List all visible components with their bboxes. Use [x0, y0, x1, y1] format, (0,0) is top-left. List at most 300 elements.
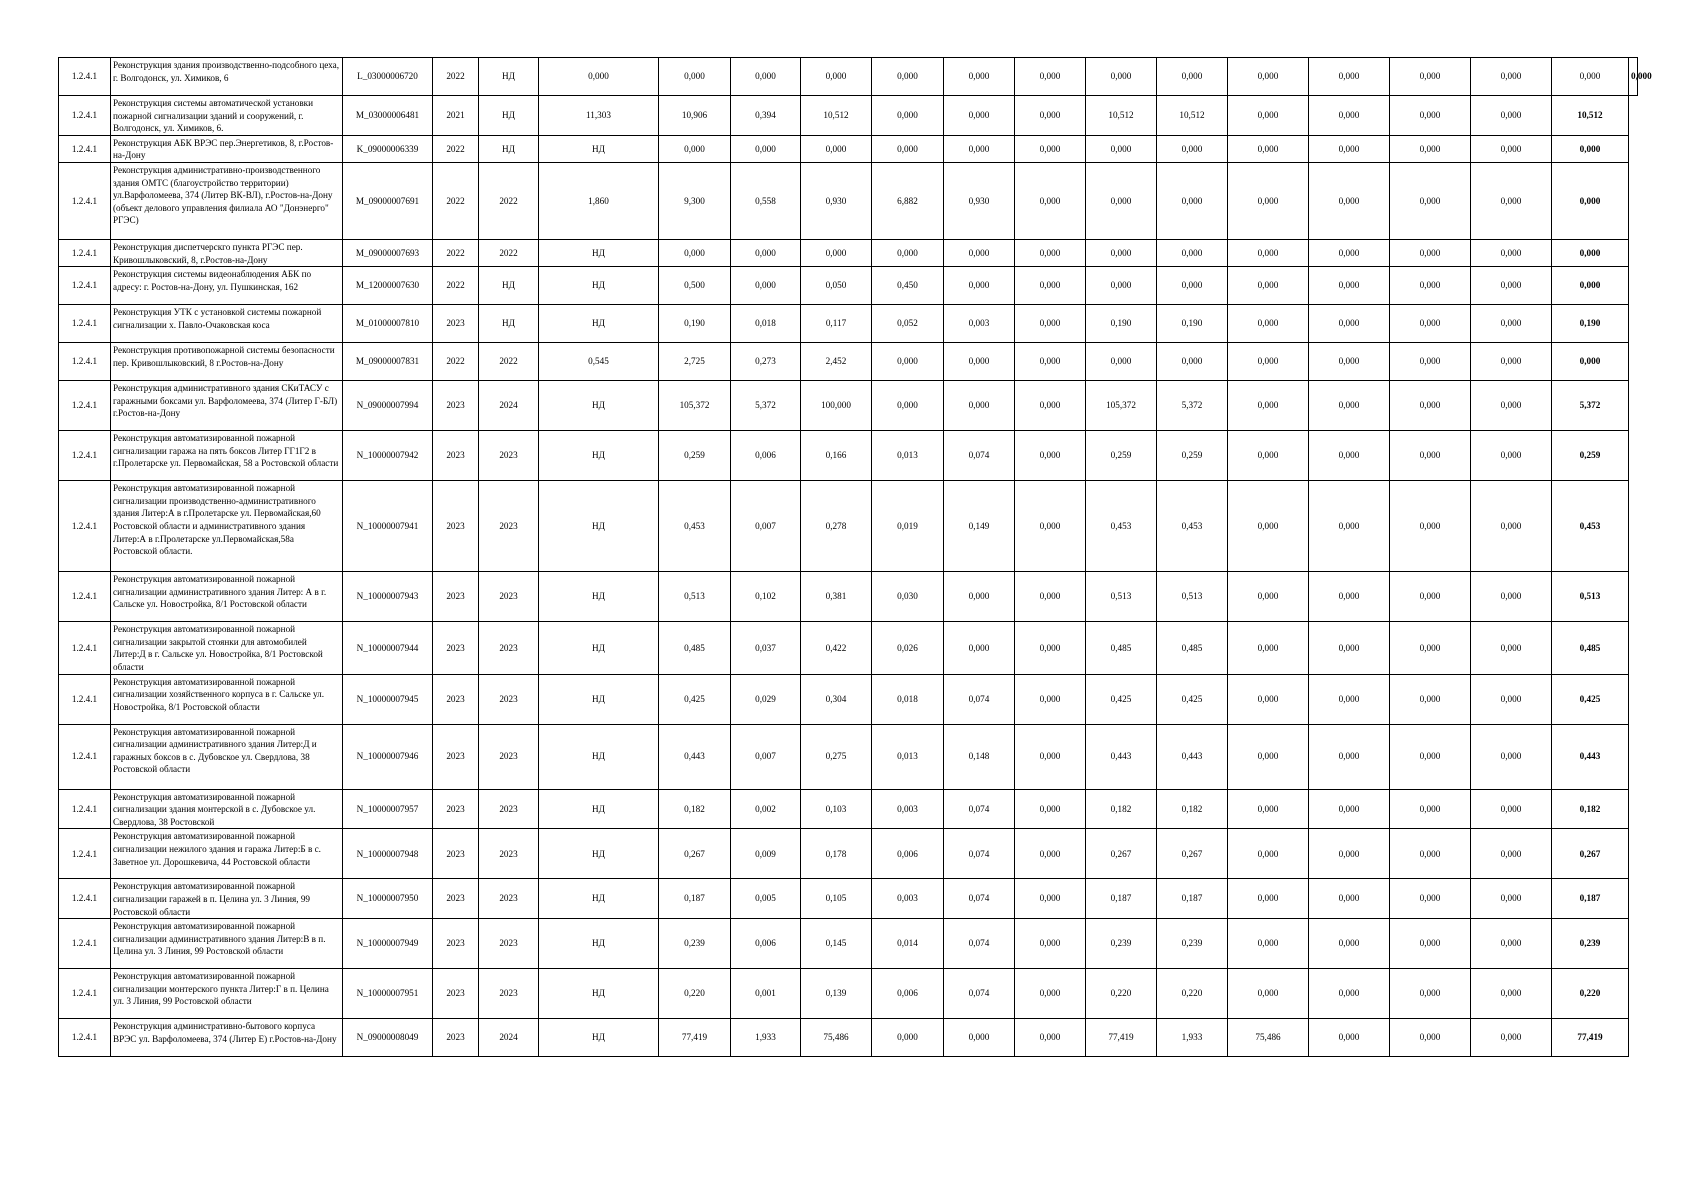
year-end-cell: 2023	[479, 879, 539, 919]
year-start-cell: 2023	[433, 622, 479, 674]
year-end-cell: 2023	[479, 789, 539, 829]
value-cell: 0,052	[872, 305, 944, 343]
project-code-cell: M_09000007693	[343, 239, 433, 266]
value-cell: 0,220	[659, 969, 731, 1019]
value-cell: 0,030	[872, 572, 944, 622]
value-cell: 5,372	[731, 381, 801, 431]
value-cell: 0,000	[1015, 381, 1086, 431]
value-cell: 0,013	[872, 431, 944, 481]
value-cell: 0,000	[1228, 431, 1309, 481]
value-cell: 0,000	[1309, 381, 1390, 431]
value-cell: 0,000	[1309, 674, 1390, 724]
value-cell: 0,000	[1228, 481, 1309, 572]
value-cell: 0,000	[1086, 239, 1157, 266]
value-cell: 0,102	[731, 572, 801, 622]
value-cell: 0,000	[1015, 135, 1086, 162]
table-row	[59, 829, 1638, 879]
value-cell: 0,000	[1471, 267, 1552, 305]
value-cell: 1,933	[731, 1019, 801, 1057]
row-number-cell: 1.2.4.1	[59, 969, 111, 1019]
value-cell: 0,000	[1390, 879, 1471, 919]
value-cell: 10,906	[659, 96, 731, 136]
year-end-cell: 2023	[479, 919, 539, 969]
project-name-cell: Реконструкция административно-бытового корпуса ВРЭС ул. Варфоломеева, 374 (Литер Е) г.Ростов-на-Дону	[111, 1019, 343, 1057]
value-cell: 0,000	[1228, 96, 1309, 136]
value-cell: 0,000	[1390, 162, 1471, 239]
value-cell: 0,443	[1086, 724, 1157, 789]
table-row	[59, 572, 1638, 622]
row-number-cell: 1.2.4.1	[59, 305, 111, 343]
value-cell: 0,000	[1015, 267, 1086, 305]
total-value-cell: 0,513	[1552, 572, 1629, 622]
value-cell: 0,006	[872, 969, 944, 1019]
value-cell: 0,000	[1471, 1019, 1552, 1057]
value-cell: 0,000	[1390, 789, 1471, 829]
project-code-cell: N_10000007943	[343, 572, 433, 622]
table-row	[59, 622, 1638, 674]
value-cell: 0,074	[944, 969, 1015, 1019]
year-end-cell: 2023	[479, 829, 539, 879]
value-cell: 0,000	[1228, 58, 1309, 96]
value-cell: 0,000	[1228, 305, 1309, 343]
value-cell: 0,000	[1086, 343, 1157, 381]
value-cell: 0,000	[872, 96, 944, 136]
year-start-cell: 2023	[433, 879, 479, 919]
project-code-cell: M_09000007691	[343, 162, 433, 239]
value-cell: 2,452	[801, 343, 872, 381]
project-code-cell: M_01000007810	[343, 305, 433, 343]
row-number-cell: 1.2.4.1	[59, 162, 111, 239]
value-cell: 0,930	[944, 162, 1015, 239]
estimated-cost-cell: НД	[539, 431, 659, 481]
value-cell: 0,000	[1309, 96, 1390, 136]
value-cell: 0,000	[1086, 135, 1157, 162]
total-value-cell: 0,187	[1552, 879, 1629, 919]
value-cell: 10,512	[1157, 96, 1228, 136]
project-code-cell: N_10000007942	[343, 431, 433, 481]
value-cell: 0,000	[944, 96, 1015, 136]
value-cell: 0,103	[801, 789, 872, 829]
value-cell: 0,000	[1228, 674, 1309, 724]
value-cell: 0,000	[659, 58, 731, 96]
value-cell: 0,000	[1471, 674, 1552, 724]
project-name-cell: Реконструкция автоматизированной пожарной сигнализации здания монтерской в с. Дубовское ул. Свердлова, 38 Ростовской	[111, 789, 343, 829]
value-cell: 0,000	[1390, 724, 1471, 789]
project-name-cell: Реконструкция автоматизированной пожарной сигнализации гаража на пять боксов Литер ГГ1Г2 в г.Пролетарске ул. Первомайская, 58 а Ростовской области	[111, 431, 343, 481]
value-cell: 0,267	[659, 829, 731, 879]
value-cell: 0,425	[1157, 674, 1228, 724]
value-cell: 0,000	[1228, 381, 1309, 431]
table-row	[59, 879, 1638, 919]
estimated-cost-cell: НД	[539, 724, 659, 789]
value-cell: 0,000	[1309, 789, 1390, 829]
value-cell: 0,105	[801, 879, 872, 919]
value-cell: 0,422	[801, 622, 872, 674]
row-number-cell: 1.2.4.1	[59, 481, 111, 572]
value-cell: 0,425	[659, 674, 731, 724]
year-start-cell: 2023	[433, 431, 479, 481]
value-cell: 0,166	[801, 431, 872, 481]
value-cell: 0,000	[1390, 572, 1471, 622]
project-name-cell: Реконструкция автоматизированной пожарной сигнализации административного здания Литер: А в г. Сальске ул. Новостройка, 8/1 Ростовской области	[111, 572, 343, 622]
project-name-cell: Реконструкция противопожарной системы безопасности пер. Кривошлыковский, 8 г.Ростов-на-Дону	[111, 343, 343, 381]
value-cell: 2,725	[659, 343, 731, 381]
value-cell: 0,000	[1228, 622, 1309, 674]
row-number-cell: 1.2.4.1	[59, 789, 111, 829]
year-end-cell: 2024	[479, 1019, 539, 1057]
value-cell: 0,000	[944, 1019, 1015, 1057]
value-cell: 0,003	[944, 305, 1015, 343]
year-start-cell: 2023	[433, 969, 479, 1019]
table-row	[59, 96, 1638, 136]
value-cell: 0,000	[1157, 239, 1228, 266]
value-cell: 75,486	[1228, 1019, 1309, 1057]
table-row	[59, 431, 1638, 481]
value-cell: 0,259	[659, 431, 731, 481]
year-start-cell: 2023	[433, 572, 479, 622]
value-cell: 0,000	[1228, 572, 1309, 622]
value-cell: 0,239	[1157, 919, 1228, 969]
total-value-cell: 0,259	[1552, 431, 1629, 481]
value-cell: 0,259	[1086, 431, 1157, 481]
total-value-cell: 0,000	[1552, 267, 1629, 305]
value-cell: 0,000	[1309, 622, 1390, 674]
value-cell: 0,074	[944, 919, 1015, 969]
value-cell: 0,267	[1157, 829, 1228, 879]
value-cell: 0,000	[1390, 96, 1471, 136]
value-cell: 0,000	[944, 343, 1015, 381]
value-cell: 0,000	[1309, 58, 1390, 96]
year-end-cell: НД	[479, 267, 539, 305]
value-cell: 0,278	[801, 481, 872, 572]
value-cell: 0,000	[1390, 305, 1471, 343]
value-cell: 6,882	[872, 162, 944, 239]
year-start-cell: 2022	[433, 135, 479, 162]
value-cell: 0,513	[1086, 572, 1157, 622]
value-cell: 0,930	[801, 162, 872, 239]
value-cell: 75,486	[801, 1019, 872, 1057]
value-cell: 10,512	[801, 96, 872, 136]
value-cell: 0,005	[731, 879, 801, 919]
value-cell: 0,000	[1390, 919, 1471, 969]
value-cell: 0,443	[1157, 724, 1228, 789]
estimated-cost-cell: НД	[539, 879, 659, 919]
value-cell: 0,145	[801, 919, 872, 969]
value-cell: 0,014	[872, 919, 944, 969]
value-cell: 0,000	[731, 239, 801, 266]
value-cell: 0,000	[1015, 431, 1086, 481]
value-cell: 0,006	[731, 431, 801, 481]
value-cell: 0,000	[1471, 969, 1552, 1019]
table-row	[59, 343, 1638, 381]
year-end-cell: 2022	[479, 239, 539, 266]
estimated-cost-cell: НД	[539, 481, 659, 572]
value-cell: 0,000	[1157, 343, 1228, 381]
value-cell: 0,000	[659, 239, 731, 266]
project-name-cell: Реконструкция автоматизированной пожарной сигнализации гаражей в п. Целина ул. 3 Линия, 99 Ростовской области	[111, 879, 343, 919]
total-value-cell: 77,419	[1552, 1019, 1629, 1057]
value-cell: 0,381	[801, 572, 872, 622]
value-cell: 0,000	[1309, 829, 1390, 879]
value-cell: 0,000	[944, 267, 1015, 305]
value-cell: 0,013	[872, 724, 944, 789]
value-cell: 0,000	[1309, 969, 1390, 1019]
project-name-cell: Реконструкция автоматизированной пожарной сигнализации нежилого здания и гаража Литер:Б в с. Заветное ул. Дорошкевича, 44 Ростовской области	[111, 829, 343, 879]
value-cell: 0,000	[1471, 96, 1552, 136]
total-value-cell: 0,000	[1552, 239, 1629, 266]
year-end-cell: НД	[479, 96, 539, 136]
total-value-cell: 0,239	[1552, 919, 1629, 969]
project-name-cell: Реконструкция УТК с установкой системы пожарной сигнализации х. Павло-Очаковская коса	[111, 305, 343, 343]
value-cell: 0,000	[1228, 724, 1309, 789]
year-start-cell: 2023	[433, 789, 479, 829]
value-cell: 0,000	[1471, 829, 1552, 879]
value-cell: 0,220	[1086, 969, 1157, 1019]
project-code-cell: N_10000007957	[343, 789, 433, 829]
value-cell: 0,190	[659, 305, 731, 343]
value-cell: 0,000	[1309, 919, 1390, 969]
value-cell: 0,000	[1228, 162, 1309, 239]
row-number-cell: 1.2.4.1	[59, 622, 111, 674]
project-name-cell: Реконструкция системы автоматической установки пожарной сигнализации зданий и сооружений, г. Волгодонск, ул. Химиков, 6.	[111, 96, 343, 136]
year-start-cell: 2023	[433, 724, 479, 789]
value-cell: 0,007	[731, 724, 801, 789]
year-start-cell: 2022	[433, 267, 479, 305]
project-code-cell: N_10000007950	[343, 879, 433, 919]
table-row	[59, 969, 1638, 1019]
value-cell: 0,000	[872, 343, 944, 381]
project-code-cell: M_12000007630	[343, 267, 433, 305]
estimated-cost-cell: НД	[539, 305, 659, 343]
value-cell: 0,485	[659, 622, 731, 674]
year-start-cell: 2022	[433, 343, 479, 381]
value-cell: 0,000	[1015, 724, 1086, 789]
value-cell: 0,006	[731, 919, 801, 969]
value-cell: 0,239	[659, 919, 731, 969]
year-end-cell: 2023	[479, 481, 539, 572]
value-cell: 0,000	[1390, 431, 1471, 481]
value-cell: 0,000	[1471, 572, 1552, 622]
project-code-cell: N_10000007951	[343, 969, 433, 1019]
value-cell: 0,000	[1309, 431, 1390, 481]
value-cell: 0,000	[1309, 162, 1390, 239]
value-cell: 0,000	[1390, 58, 1471, 96]
total-value-cell: 0,220	[1552, 969, 1629, 1019]
value-cell: 0,000	[1015, 481, 1086, 572]
year-end-cell: 2022	[479, 343, 539, 381]
table-body	[59, 58, 1652, 1057]
value-cell: 0,000	[1471, 481, 1552, 572]
year-start-cell: 2022	[433, 239, 479, 266]
value-cell: 0,000	[1471, 724, 1552, 789]
total-value-cell: 10,512	[1552, 96, 1629, 136]
year-start-cell: 2023	[433, 1019, 479, 1057]
year-end-cell: НД	[479, 135, 539, 162]
investment-program-table	[58, 57, 1652, 1057]
total-value-cell: 5,372	[1552, 381, 1629, 431]
value-cell: 0,074	[944, 789, 1015, 829]
value-cell: 0,000	[1228, 969, 1309, 1019]
total-value-cell: 0,485	[1552, 622, 1629, 674]
estimated-cost-cell: НД	[539, 789, 659, 829]
value-cell: 0,239	[1086, 919, 1157, 969]
value-cell: 0,000	[1309, 239, 1390, 266]
value-cell: 0,485	[1157, 622, 1228, 674]
value-cell: 0,190	[1157, 305, 1228, 343]
table-row	[59, 162, 1638, 239]
total-value-cell: 0,443	[1552, 724, 1629, 789]
value-cell: 0,000	[1228, 135, 1309, 162]
table-row	[59, 239, 1638, 266]
value-cell: 0,000	[1309, 481, 1390, 572]
year-start-cell: 2023	[433, 919, 479, 969]
estimated-cost-cell: 11,303	[539, 96, 659, 136]
value-cell: 0,000	[1471, 919, 1552, 969]
value-cell: 0,000	[944, 135, 1015, 162]
table-row	[59, 674, 1638, 724]
value-cell: 0,000	[872, 1019, 944, 1057]
value-cell: 0,000	[1390, 267, 1471, 305]
value-cell: 0,220	[1157, 969, 1228, 1019]
value-cell: 0,000	[1471, 162, 1552, 239]
value-cell: 0,000	[872, 135, 944, 162]
estimated-cost-cell: НД	[539, 829, 659, 879]
value-cell: 0,000	[1309, 1019, 1390, 1057]
total-value-cell: 0,267	[1552, 829, 1629, 879]
year-start-cell: 2022	[433, 58, 479, 96]
value-cell: 0,000	[1309, 305, 1390, 343]
value-cell: 0,007	[731, 481, 801, 572]
project-code-cell: N_09000008049	[343, 1019, 433, 1057]
value-cell: 0,000	[1086, 58, 1157, 96]
project-code-cell: K_09000006339	[343, 135, 433, 162]
total-value-cell: 0,000	[1552, 135, 1629, 162]
row-number-cell: 1.2.4.1	[59, 572, 111, 622]
value-cell: 0,001	[731, 969, 801, 1019]
value-cell: 0,000	[1228, 829, 1309, 879]
value-cell: 0,074	[944, 431, 1015, 481]
value-cell: 0,000	[944, 58, 1015, 96]
year-start-cell: 2023	[433, 381, 479, 431]
value-cell: 1,933	[1157, 1019, 1228, 1057]
total-value-cell: 0,000	[1552, 162, 1629, 239]
total-value-cell: 0,453	[1552, 481, 1629, 572]
value-cell: 0,000	[1309, 724, 1390, 789]
value-cell: 0,018	[872, 674, 944, 724]
value-cell: 0,000	[1015, 829, 1086, 879]
value-cell: 0,000	[1015, 96, 1086, 136]
value-cell: 0,187	[659, 879, 731, 919]
value-cell: 0,304	[801, 674, 872, 724]
project-name-cell: Реконструкция АБК ВРЭС пер.Энергетиков, 8, г.Ростов-на-Дону	[111, 135, 343, 162]
project-name-cell: Реконструкция административного здания СКиТАСУ с гаражными боксами ул. Варфоломеева, 374 (Литер Г-БЛ) г.Ростов-на-Дону	[111, 381, 343, 431]
value-cell: 0,450	[872, 267, 944, 305]
value-cell: 0,000	[1015, 622, 1086, 674]
year-start-cell: 2022	[433, 162, 479, 239]
value-cell: 105,372	[1086, 381, 1157, 431]
value-cell: 0,029	[731, 674, 801, 724]
value-cell: 77,419	[1086, 1019, 1157, 1057]
project-code-cell: L_03000006720	[343, 58, 433, 96]
value-cell: 0,000	[1157, 162, 1228, 239]
value-cell: 0,000	[1015, 239, 1086, 266]
value-cell: 0,000	[1309, 267, 1390, 305]
value-cell: 0,000	[1471, 135, 1552, 162]
year-start-cell: 2023	[433, 674, 479, 724]
value-cell: 0,019	[872, 481, 944, 572]
value-cell: 0,000	[1471, 343, 1552, 381]
value-cell: 0,000	[1015, 969, 1086, 1019]
value-cell: 0,000	[801, 239, 872, 266]
value-cell: 0,000	[1390, 829, 1471, 879]
value-cell: 0,000	[1015, 572, 1086, 622]
row-number-cell: 1.2.4.1	[59, 381, 111, 431]
project-name-cell: Реконструкция автоматизированной пожарной сигнализации закрытой стоянки для автомобилей Литер:Д в г. Сальске ул. Новостройка, 8/1 Ростовской области	[111, 622, 343, 674]
row-number-cell: 1.2.4.1	[59, 674, 111, 724]
value-cell: 0,000	[1228, 789, 1309, 829]
value-cell: 0,000	[1390, 481, 1471, 572]
year-end-cell: 2023	[479, 431, 539, 481]
total-value-cell: 0,000	[1629, 58, 1638, 96]
estimated-cost-cell: НД	[539, 239, 659, 266]
value-cell: 77,419	[659, 1019, 731, 1057]
value-cell: 0,273	[731, 343, 801, 381]
table-row	[59, 58, 1638, 96]
value-cell: 0,000	[1309, 879, 1390, 919]
value-cell: 0,000	[1390, 969, 1471, 1019]
year-end-cell: 2023	[479, 724, 539, 789]
year-end-cell: НД	[479, 58, 539, 96]
value-cell: 0,000	[1228, 879, 1309, 919]
value-cell: 0,187	[1086, 879, 1157, 919]
value-cell: 0,000	[1471, 879, 1552, 919]
project-name-cell: Реконструкция автоматизированной пожарной сигнализации административного здания Литер:Д и гаражных боксов в с. Дубовское ул. Свердлова, 38 Ростовской области	[111, 724, 343, 789]
estimated-cost-cell: НД	[539, 135, 659, 162]
value-cell: 0,000	[872, 239, 944, 266]
value-cell: 0,000	[1157, 267, 1228, 305]
estimated-cost-cell: НД	[539, 381, 659, 431]
row-number-cell: 1.2.4.1	[59, 724, 111, 789]
project-code-cell: M_09000007831	[343, 343, 433, 381]
table-row	[59, 305, 1638, 343]
total-value-cell: 0,190	[1552, 305, 1629, 343]
value-cell: 0,000	[944, 622, 1015, 674]
value-cell: 0,182	[659, 789, 731, 829]
project-name-cell: Реконструкция автоматизированной пожарной сигнализации монтерского пункта Литер:Г в п. Целина ул. 3 Линия, 99 Ростовской области	[111, 969, 343, 1019]
value-cell: 0,000	[1390, 135, 1471, 162]
row-number-cell: 1.2.4.1	[59, 267, 111, 305]
table-row	[59, 381, 1638, 431]
project-name-cell: Реконструкция административно-производственного здания ОМТС (благоустройство территории) ул.Варфоломеева, 374 (Литер ВК-ВЛ), г.Ростов-на-Дону (объект делового управления филиала АО "Донэнерго" РГЭС)	[111, 162, 343, 239]
value-cell: 0,000	[1471, 58, 1552, 96]
value-cell: 0,000	[1015, 1019, 1086, 1057]
value-cell: 0,000	[872, 381, 944, 431]
project-name-cell: Реконструкция системы видеонаблюдения АБК по адресу: г. Ростов-на-Дону, ул. Пушкинская, 162	[111, 267, 343, 305]
project-code-cell: N_10000007949	[343, 919, 433, 969]
value-cell: 0,009	[731, 829, 801, 879]
value-cell: 9,300	[659, 162, 731, 239]
table-row	[59, 267, 1638, 305]
value-cell: 0,187	[1157, 879, 1228, 919]
value-cell: 0,485	[1086, 622, 1157, 674]
year-end-cell: 2023	[479, 572, 539, 622]
row-number-cell: 1.2.4.1	[59, 96, 111, 136]
value-cell: 0,000	[659, 135, 731, 162]
value-cell: 0,000	[1552, 58, 1629, 96]
project-code-cell: N_10000007944	[343, 622, 433, 674]
value-cell: 0,000	[1471, 305, 1552, 343]
value-cell: 0,178	[801, 829, 872, 879]
